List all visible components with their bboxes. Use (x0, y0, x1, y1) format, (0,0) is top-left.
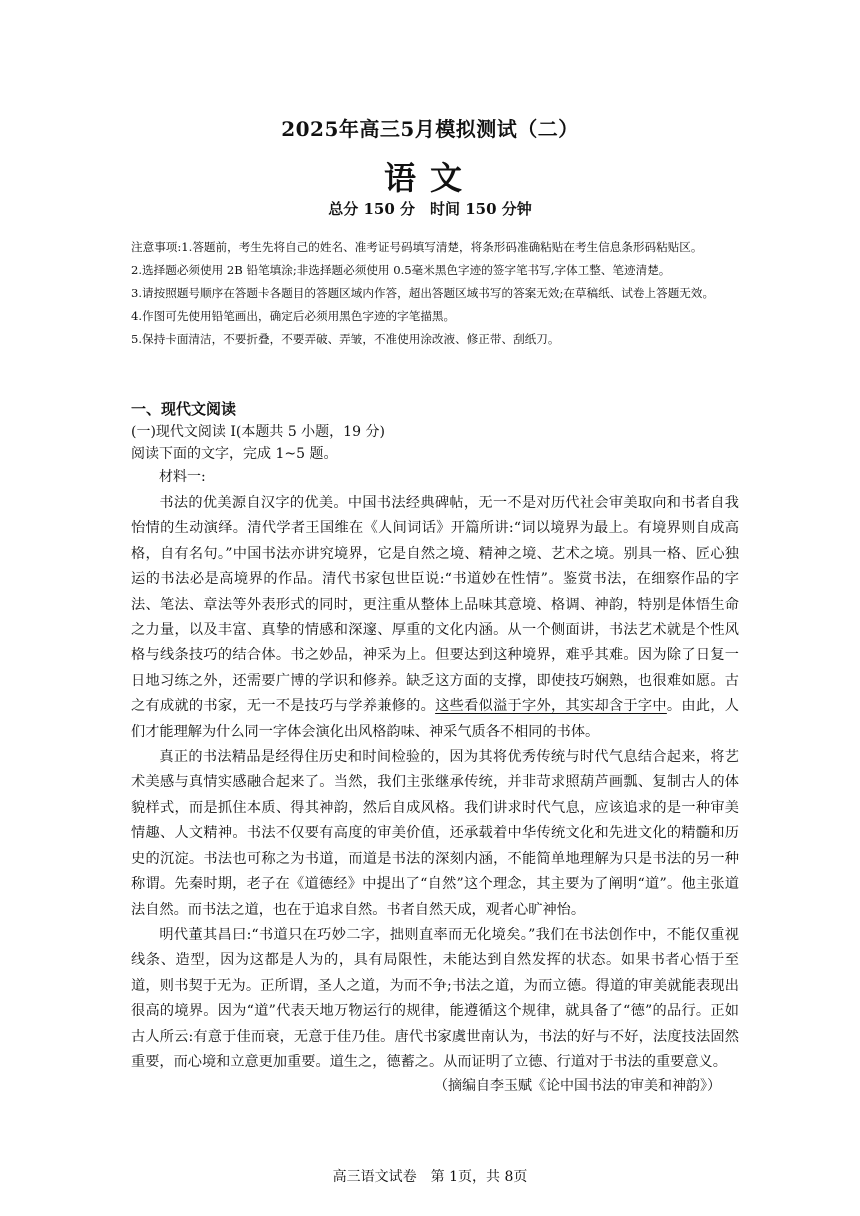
part-heading: (一)现代文阅读 I(本题共 5 小题，19 分) (131, 424, 385, 440)
note-item: 5.保持卡面清洁，不要折叠，不要弄破、弄皱，不准使用涂改液、修正带、刮纸刀。 (131, 332, 560, 346)
note-item: 注意事项:1.答题前，考生先将自己的姓名、准考证号码填写清楚，将条形码准确粘贴在考生信息条形码粘贴区。 (131, 240, 703, 254)
passage-paragraph-2: 真正的书法精品是经得住历史和时间检验的，因为其将优秀传统与时代气息结合起来，将艺术美感与真情实感融合起来了。当然，我们主张继承传统，并非苛求照葫芦画瓢、复制古人的体貌样式，而是抓住本质、得其神韵，然后自成风格。我们讲求时代气息，应该追求的是一种审美情趣、人文精神。书法不仅要有高度的审美价值，还承载着中华传统文化和先进文化的精髓和历史的沉淀。书法也可称之为书道，而道是书法的深刻内涵，不能简单地理解为只是书法的另一种称谓。先秦时期，老子在《道德经》中提出了“自然”这个理念，其主要为了阐明“道”。他主张道法自然。而书法之道，也在于追求自然。书者自然天成，观者心旷神怡。 (131, 749, 739, 918)
paragraph-text: 书法的优美源自汉字的优美。中国书法经典碑帖，无一不是对历代社会审美取向和书者自我怡情的生动演绎。清代学者王国维在《人间词话》开篇所讲:“词以境界为最上。有境界则自成高格，自有名句。”中国书法亦讲究境界，它是自然之境、精神之境、艺术之境。别具一格、匠心独运的书法必是高境界的作品。清代书家包世臣说:“书道妙在性情”。鉴赏书法，在细察作品的字法、笔法、章法等外表形式的同时，更注重从整体上品味其意境、格调、神韵，特别是体悟生命之力量，以及丰富、真挚的情感和深邃、厚重的文化内涵。从一个侧面讲，书法艺术就是个性风格与线条技巧的结合体。书之妙品，神采为上。但要达到这种境界，难乎其难。因为除了日复一日地习练之外，还需要广博的学识和修养。缺乏这方面的支撑，即使技巧娴熟，也很难如愿。古之有成就的书家，无一不是技巧与学养兼修的。 (131, 495, 739, 715)
exam-title: 2025年高三5月模拟测试（二） (281, 117, 579, 141)
page-footer: 高三语文试卷 第 1页，共 8页 (332, 1169, 528, 1185)
note-item: 3.请按照题号顺序在答题卡各题目的答题区域内作答，超出答题区域书写的答案无效;在草稿纸、试卷上答题无效。 (131, 286, 715, 300)
underlined-sentence: 这些看似溢于字外，其实却含于字中 (435, 698, 667, 715)
note-item: 2.选择题必须使用 2B 铅笔填涂;非选择题必须使用 0.5毫米黑色字迹的签字笔书写,字体工整、笔迹清楚。 (131, 263, 671, 277)
section-heading: 一、现代文阅读 (131, 400, 237, 418)
subject-title: 语文 (383, 159, 476, 197)
passage-paragraph-1 (131, 491, 739, 745)
source-citation: （摘编自李玉赋《论中国书法的审美和神韵》） (434, 1078, 721, 1094)
reading-passage (131, 491, 739, 1075)
exam-notes (131, 236, 741, 351)
note-item: 4.作图可先使用铅笔画出，确定后必须用黑色字迹的字笔描黑。 (131, 309, 456, 323)
material-label: 材料一: (159, 469, 206, 485)
paragraph-text: 。由此，人们才能理解为什么同一字体会演化出风格韵味、神采气质各不相同的书体。 (131, 698, 739, 740)
score-time-info: 总分 150 分 时间 150 分钟 (328, 200, 532, 218)
passage-paragraph-3: 明代董其昌曰:“书道只在巧妙二字，拙则直率而无化境矣。”我们在书法创作中，不能仅重视线条、造型，因为这都是人为的，具有局限性，未能达到自然发挥的状态。如果书者心悟于至道，则书契于无为。正所谓，圣人之道，为而不争;书法之道，为而立德。得道的审美就能表现出很高的境界。因为“道”代表天地万物运行的规律，能遵循这个规律，就具备了“德”的品行。正如古人所云:有意于佳而衰，无意于佳乃佳。唐代书家虞世南认为，书法的好与不好，法度技法固然重要，而心境和立意更加重要。道生之，德蓄之。从而证明了立德、行道对于书法的重要意义。 (131, 926, 739, 1070)
reading-instruction: 阅读下面的文字，完成 1~5 题。 (131, 446, 338, 462)
